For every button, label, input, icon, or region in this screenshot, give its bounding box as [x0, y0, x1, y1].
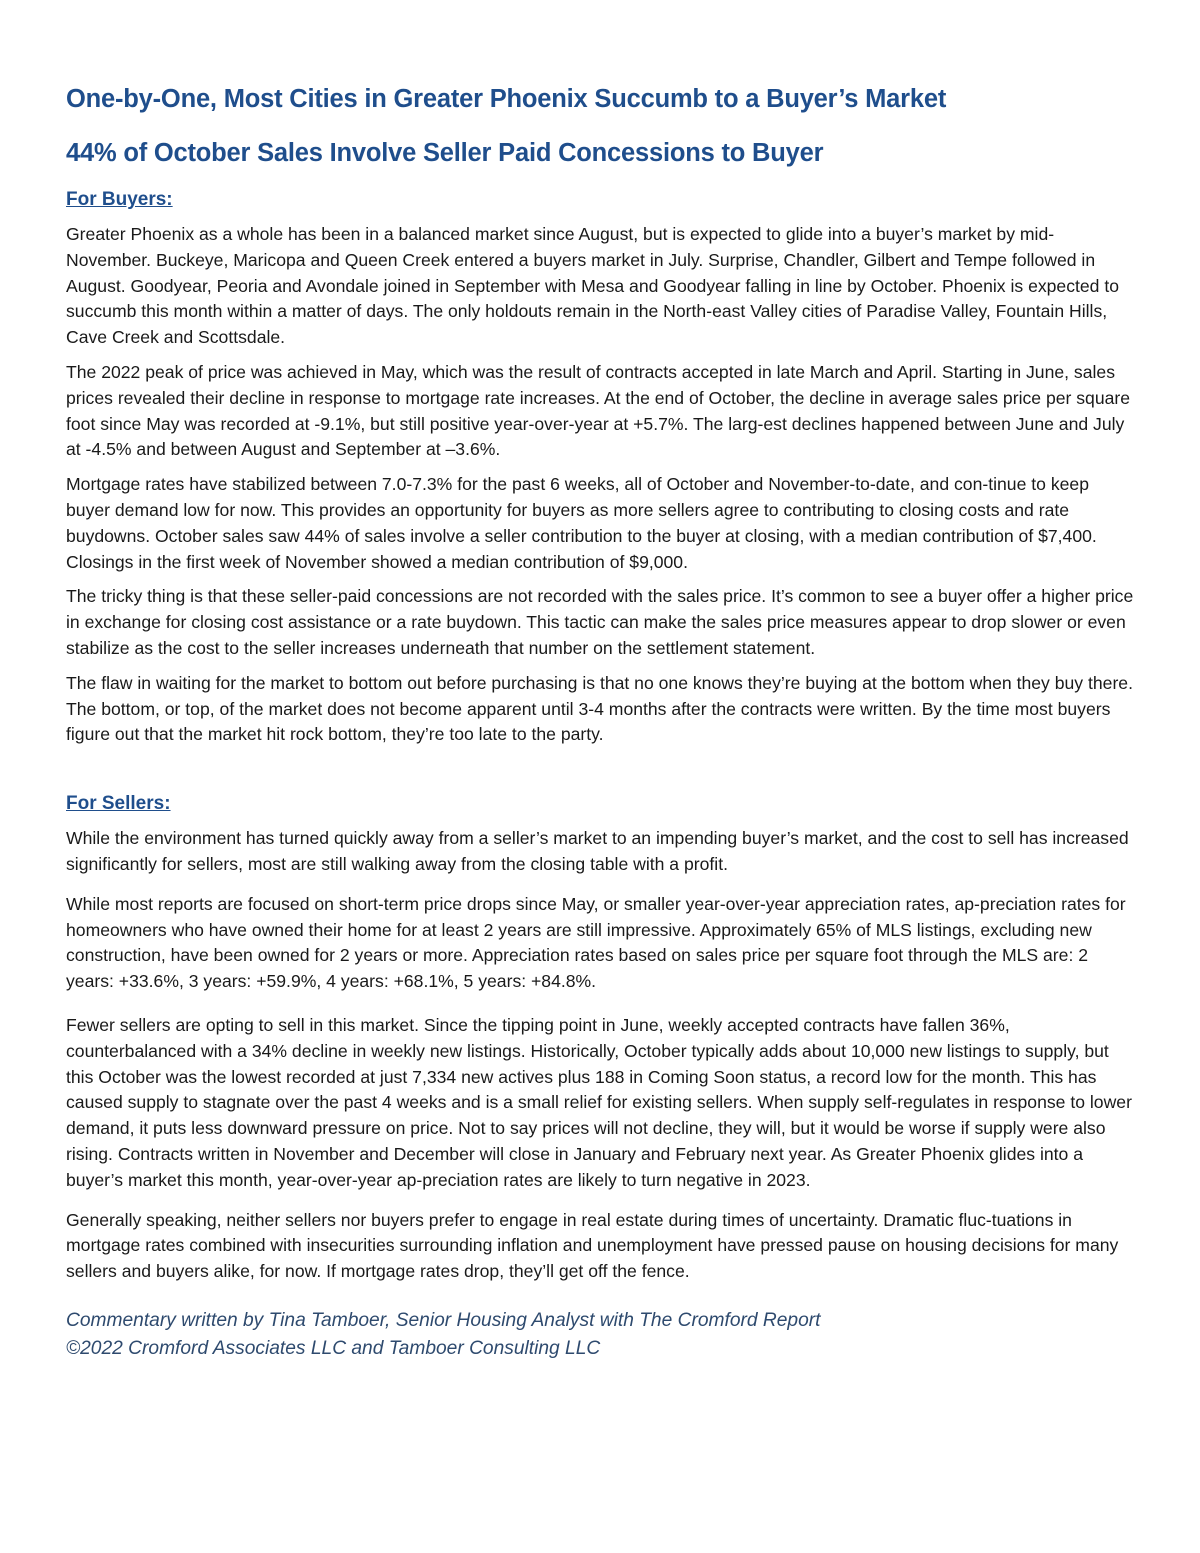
- sellers-paragraph-3: Fewer sellers are opting to sell in this market. Since the tipping point in June, weekly accepted contracts have fallen 36%, counterbalanced with a 34% decline in weekly new listings. Historically, October typically adds about 10,000 new listings to supply, but this October was the lowest recorded at just 7,334 new actives plus 188 in Coming Soon status, a record low for the month. This has caused supply to stagnate over the past 4 weeks and is a small relief for existing sellers. When supply self-regulates in response to lower demand, it puts less downward pressure on price. Not to say prices will not decline, they will, but it would be worse if supply were also rising. Contracts written in November and December will close in January and February next year. As Greater Phoenix glides into a buyer’s market this month, year-over-year ap-preciation rates are likely to turn negative in 2023.: [66, 1014, 1132, 1190]
- buyers-paragraph-5: The flaw in waiting for the market to bottom out before purchasing is that no one knows they’re buying at the bottom when they buy there. The bottom, or top, of the market does not become apparent until 3-4 months after the contracts were written. By the time most buyers figure out that the market hit rock bottom, they’re too late to the party.: [66, 672, 1133, 745]
- buyers-heading: For Buyers:: [66, 189, 173, 210]
- sellers-paragraph-1: While the environment has turned quickly away from a seller’s market to an impending buyer’s market, and the cost to sell has increased significantly for sellers, most are still walking away from the closing table with a profit.: [66, 828, 1129, 874]
- sellers-section: [66, 791, 1134, 1285]
- copyright-notice: ©2022 Cromford Associates LLC and Tamboer Consulting LLC: [66, 1337, 601, 1359]
- buyers-paragraph-3: Mortgage rates have stabilized between 7.0-7.3% for the past 6 weeks, all of October and November-to-date, and con-tinue to keep buyer demand low for now. This provides an opportunity for buyers as more sellers agree to contributing to closing costs and rate buydowns. October sales saw 44% of sales involve a seller contribution to the buyer at closing, with a median contribution of $7,400. Closings in the first week of November showed a median contribution of $9,000.: [66, 474, 1097, 572]
- author-credit: Commentary written by Tina Tamboer, Senior Housing Analyst with The Cromford Report: [66, 1309, 821, 1331]
- section-spacer: [66, 757, 1134, 791]
- sellers-paragraph-4: Generally speaking, neither sellers nor buyers prefer to engage in real estate during times of uncertainty. Dramatic fluc-tuations in mortgage rates combined with insecurities surrounding inflation and unemployment have pressed pause on housing decisions for many sellers and buyers alike, for now. If mortgage rates drop, they’ll get off the fence.: [66, 1209, 1119, 1282]
- subheadline: 44% of October Sales Involve Seller Paid Concessions to Buyer: [66, 139, 824, 167]
- headline: One-by-One, Most Cities in Greater Phoenix Succumb to a Buyer’s Market: [66, 85, 947, 113]
- buyers-section: [66, 187, 1134, 748]
- buyers-paragraph-4: The tricky thing is that these seller-paid concessions are not recorded with the sales price. It’s common to see a buyer offer a higher price in exchange for closing cost assistance or a rate buydown. This tactic can make the sales price measures appear to drop slower or even stabilize as the cost to the seller increases underneath that number on the settlement statement.: [66, 586, 1134, 658]
- credits: [66, 1307, 1134, 1363]
- sellers-paragraph-2: While most reports are focused on short-term price drops since May, or smaller year-over-year appreciation rates, ap-preciation rates for homeowners who have owned their home for at least 2 years are still impressive. Approximately 65% of MLS listings, excluding new construction, have been owned for 2 years or more. Appreciation rates based on sales price per square foot through the MLS are: 2 years: +33.6%, 3 years: +59.9%, 4 years: +68.1%, 5 years: +84.8%.: [66, 893, 1126, 992]
- buyers-paragraph-1: Greater Phoenix as a whole has been in a balanced market since August, but is expected to glide into a buyer’s market by mid-November. Buckeye, Maricopa and Queen Creek entered a buyers market in July. Surprise, Chandler, Gilbert and Tempe followed in August. Goodyear, Peoria and Avondale joined in September with Mesa and Goodyear falling in line by October. Phoenix is expected to succumb this month within a matter of days. The only holdouts remain in the North-east Valley cities of Paradise Valley, Fountain Hills, Cave Creek and Scottsdale.: [66, 224, 1120, 348]
- sellers-heading: For Sellers:: [66, 793, 171, 815]
- buyers-paragraph-2: The 2022 peak of price was achieved in May, which was the result of contracts accepted in late March and April. Starting in June, sales prices revealed their decline in response to mortgage rate increases. At the end of October, the decline in average sales price per square foot since May was recorded at -9.1%, but still positive year-over-year at +5.7%. The larg-est declines happened between June and July at -4.5% and between August and September at –3.6%.: [66, 361, 1131, 460]
- report-page: [66, 82, 1134, 1363]
